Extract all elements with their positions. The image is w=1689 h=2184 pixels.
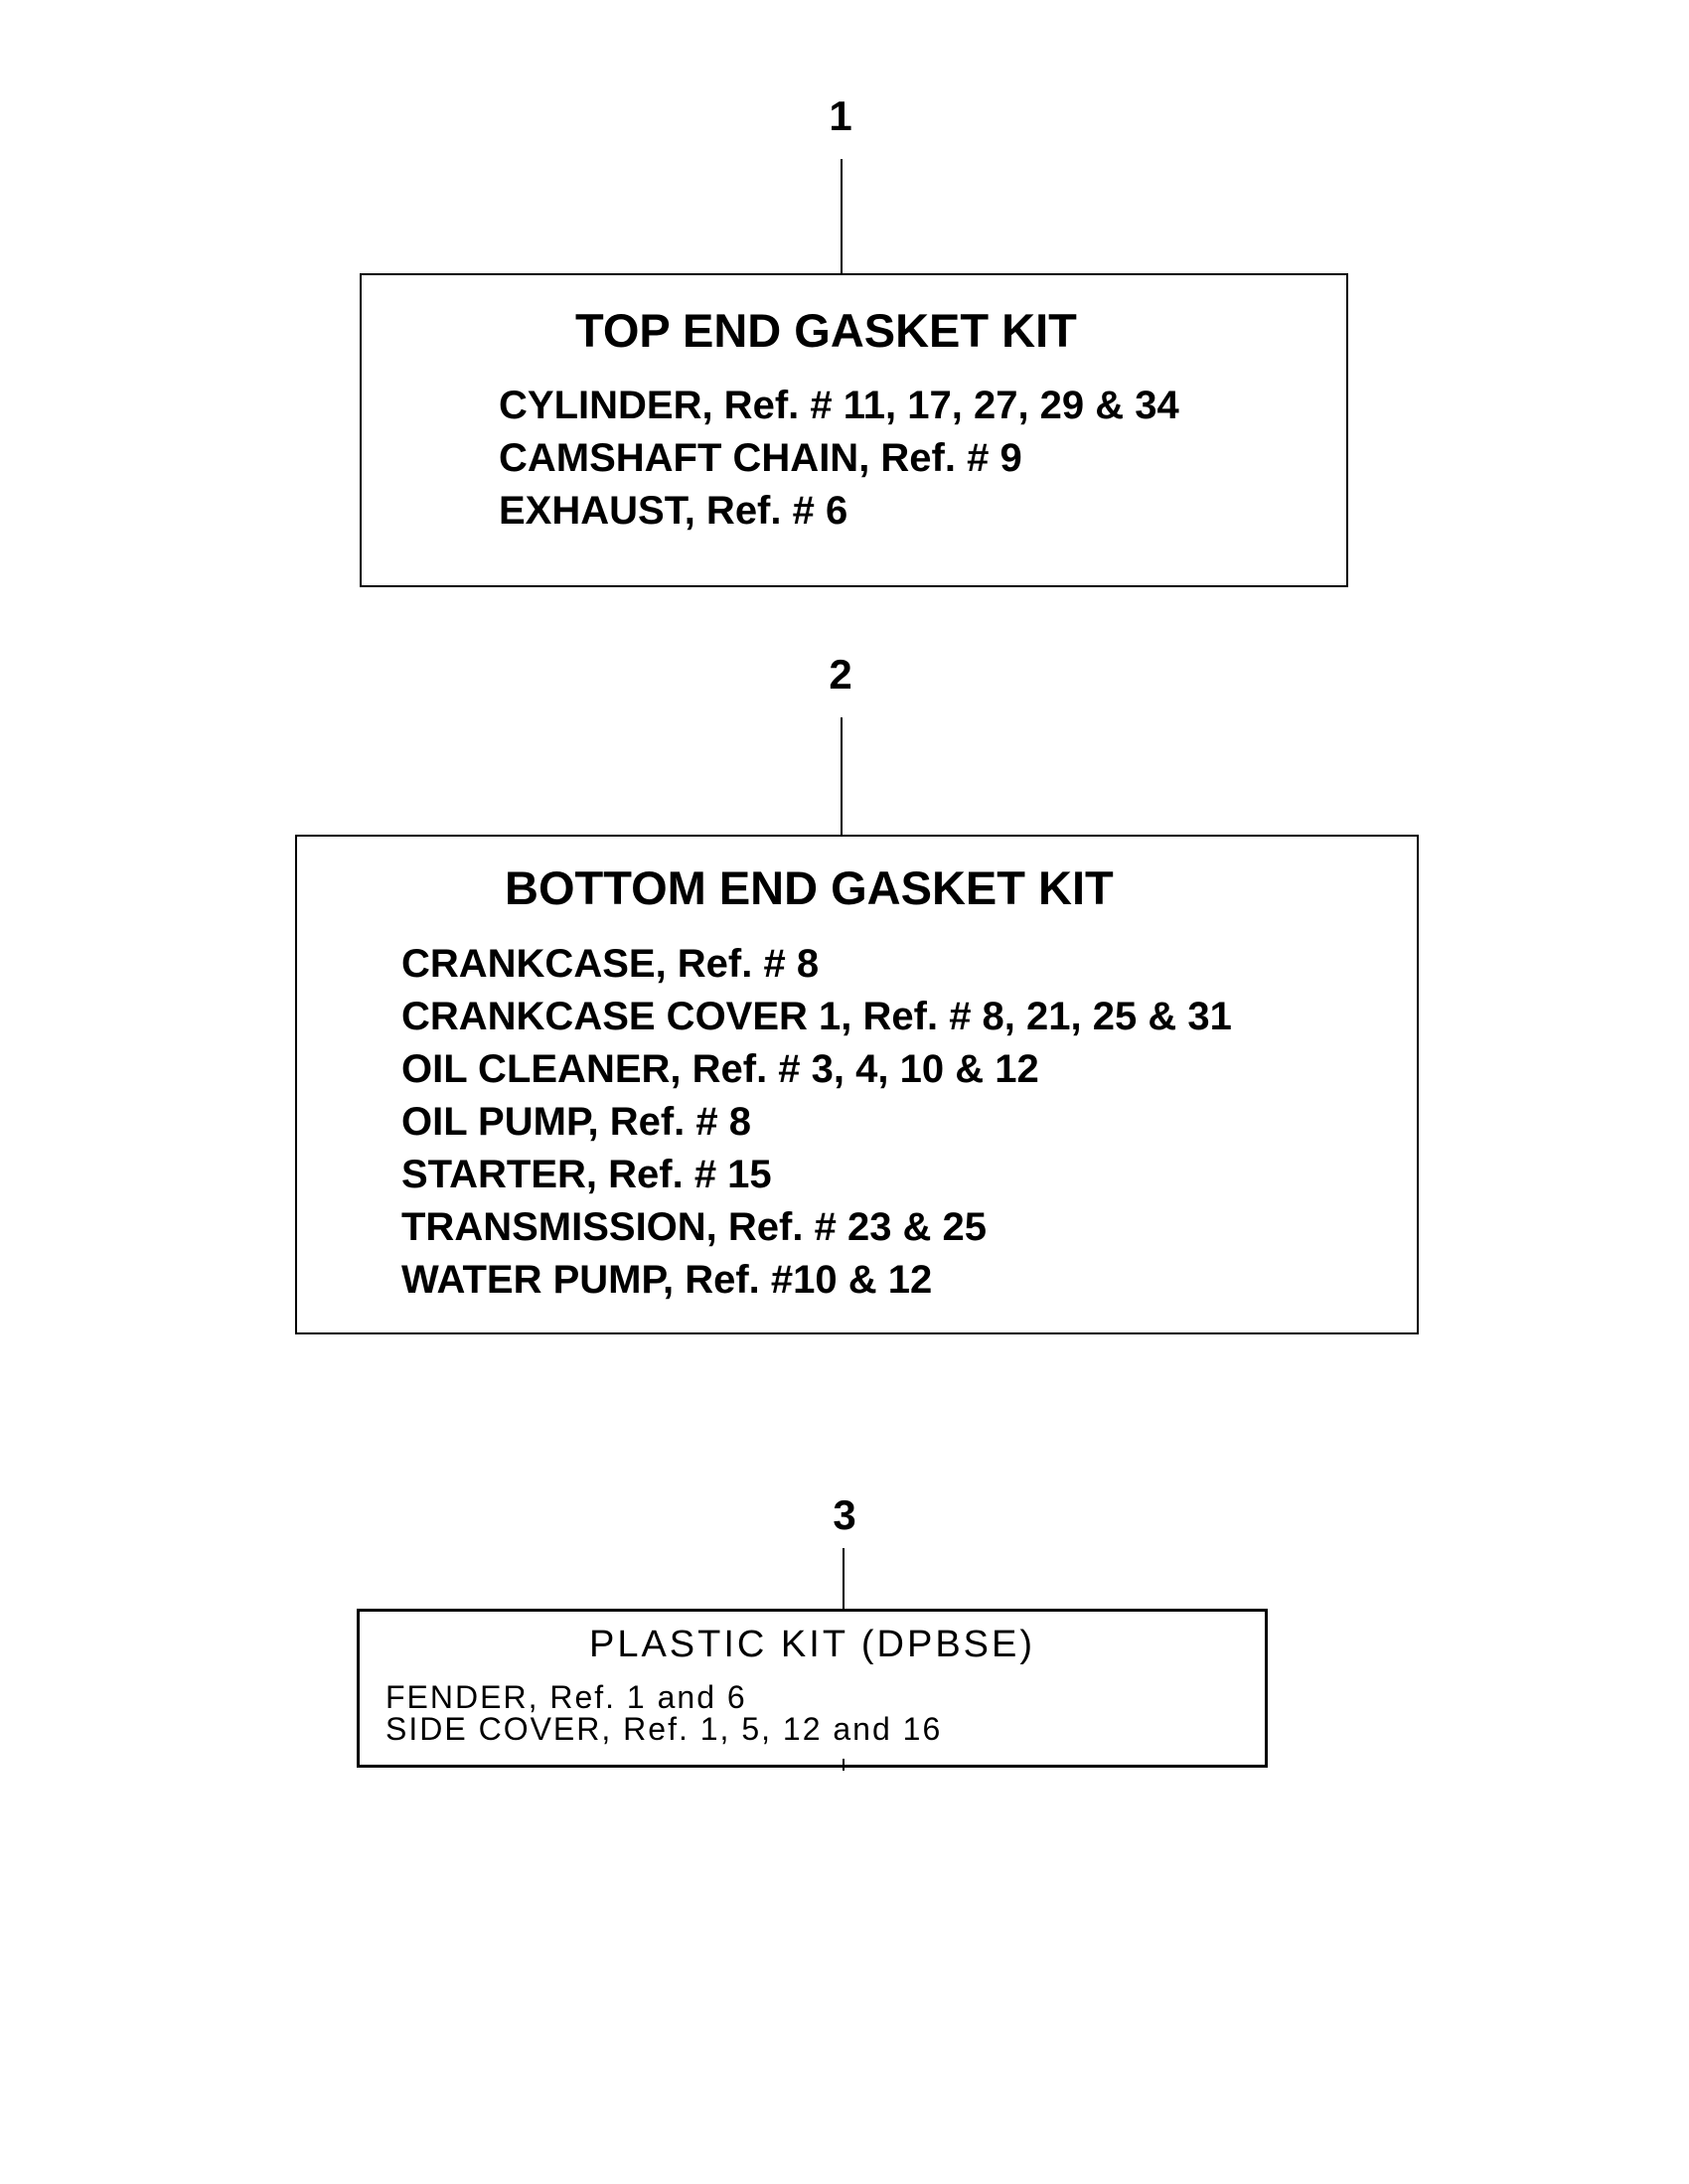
kit-item: FENDER, Ref. 1 and 6: [385, 1679, 747, 1715]
kit-item: OIL CLEANER, Ref. # 3, 4, 10 & 12: [401, 1047, 1039, 1091]
plastic-kit-box: [357, 1609, 1268, 1768]
kit-item: OIL PUMP, Ref. # 8: [401, 1100, 751, 1144]
kit-title: BOTTOM END GASKET KIT: [505, 861, 1114, 914]
kit-item-list: [499, 380, 1179, 538]
kit-item: EXHAUST, Ref. # 6: [499, 489, 848, 533]
kit-item-list: [401, 938, 1232, 1307]
bottom-end-gasket-kit-box: [295, 835, 1419, 1334]
leader-line-2: [841, 717, 843, 835]
kit-title: PLASTIC KIT (DPBSE): [588, 1624, 1036, 1665]
top-end-gasket-kit-box: [360, 273, 1348, 587]
kit-item: CRANKCASE COVER 1, Ref. # 8, 21, 25 & 31: [401, 995, 1232, 1038]
kit-item: STARTER, Ref. # 15: [401, 1153, 772, 1196]
kit-item: CYLINDER, Ref. # 11, 17, 27, 29 & 34: [499, 384, 1179, 427]
kit-item-list: [385, 1681, 942, 1745]
kit-item: CAMSHAFT CHAIN, Ref. # 9: [499, 436, 1022, 480]
kit-item: SIDE COVER, Ref. 1, 5, 12 and 16: [385, 1711, 943, 1747]
leader-line-1: [841, 159, 843, 274]
kit-item: CRANKCASE, Ref. # 8: [401, 942, 820, 986]
leader-line-3: [843, 1548, 844, 1610]
callout-number-3: 3: [833, 1491, 856, 1538]
callout-number-2: 2: [829, 651, 852, 698]
leader-line-3-tail: [843, 1759, 844, 1771]
kit-item: WATER PUMP, Ref. #10 & 12: [401, 1258, 933, 1302]
callout-number-1: 1: [829, 92, 852, 139]
kit-item: TRANSMISSION, Ref. # 23 & 25: [401, 1205, 988, 1249]
kit-title: TOP END GASKET KIT: [575, 304, 1077, 357]
